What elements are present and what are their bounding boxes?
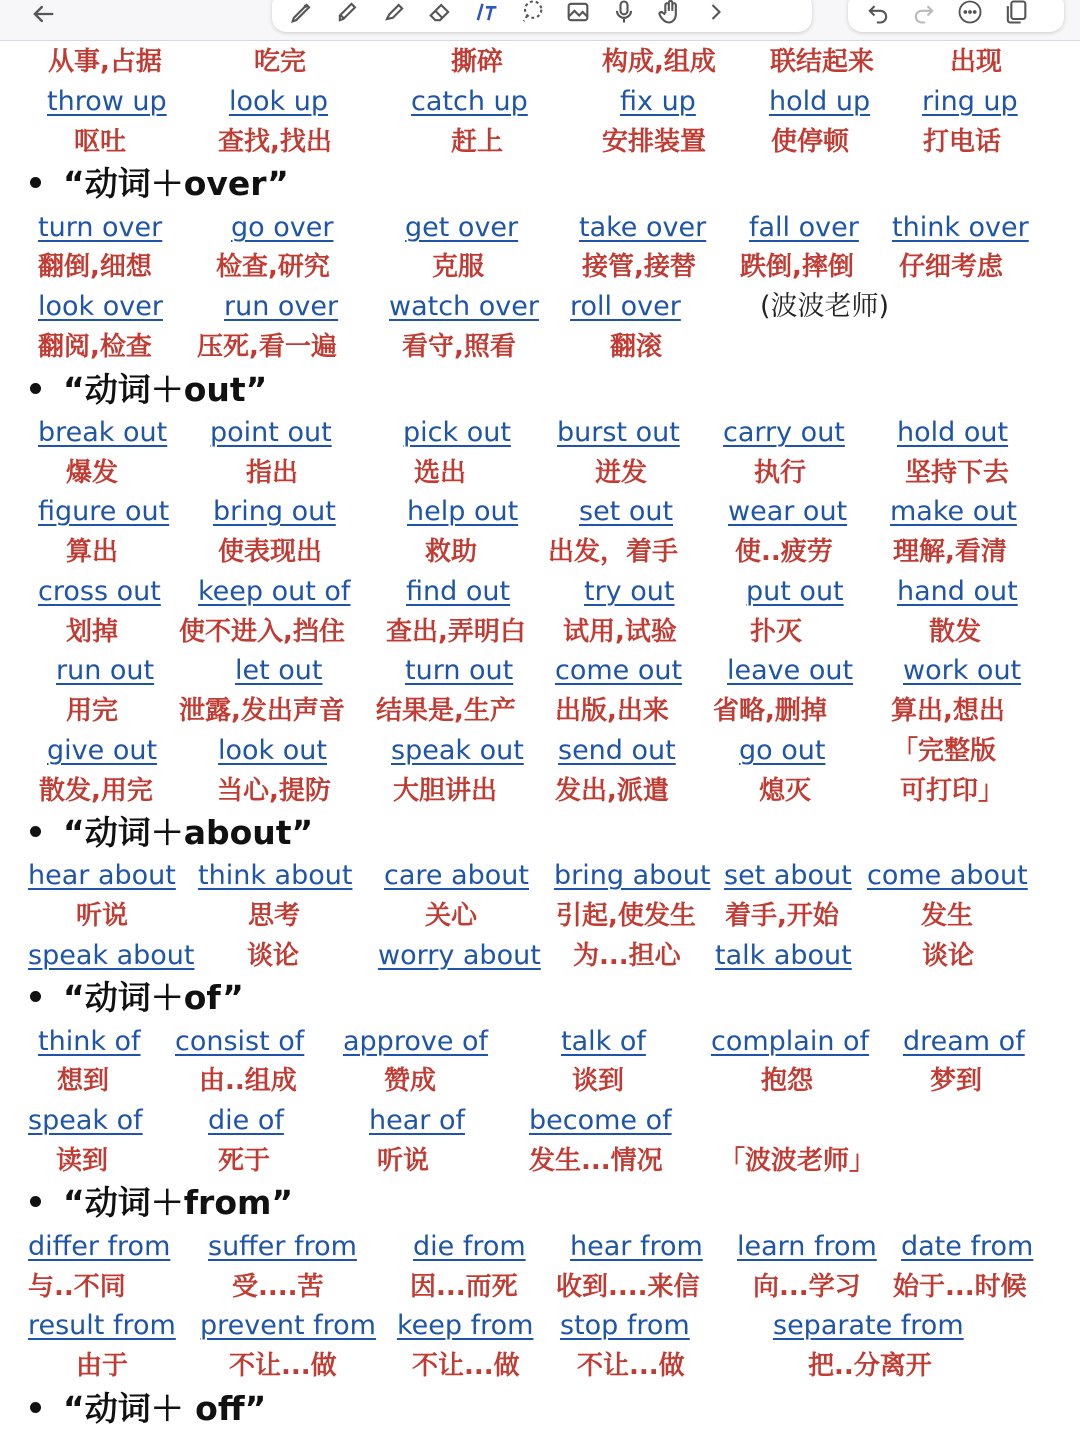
bullet-icon [30,177,41,188]
phrase-link[interactable]: hear about [28,860,176,891]
up-meaning-row [0,42,1080,82]
phrase-link[interactable]: hand out [897,576,1018,607]
section-heading-from [30,1181,293,1225]
eraser-icon [426,0,454,26]
meaning: 仔细考虑 [899,252,1004,282]
phrase-link[interactable]: look out [218,735,327,766]
meaning: 想到 [57,1066,110,1096]
from-meaning-row [0,1267,1080,1307]
phrase-link[interactable]: think about [198,860,353,891]
phrase-link[interactable]: leave out [727,655,854,686]
out-phrase-row [0,651,1080,691]
out-meaning-row [0,453,1080,493]
meaning: 用完 [66,696,119,726]
printable-note: 「完整版 [892,736,997,766]
phrase-link[interactable]: come about [867,860,1028,891]
phrase-link[interactable]: complain of [711,1026,870,1057]
redo-icon [910,0,938,26]
of-phrase-row [0,1101,1080,1141]
meaning: 不让...做 [412,1351,520,1381]
phrase-link[interactable]: learn from [737,1231,877,1262]
meaning: 出发，着手 [548,537,679,567]
out-phrase-row [0,413,1080,453]
phrase-link[interactable]: stop from [560,1310,690,1341]
phrase-link[interactable]: bring out [213,496,336,527]
drawing-tools [272,0,812,32]
over-meaning-row [0,247,1080,287]
pages-icon [1002,0,1030,26]
bullet-icon [30,991,41,1002]
meaning: 把..分离开 [808,1351,932,1381]
phrase-link[interactable]: watch over [389,291,539,322]
meaning: 出现 [950,47,1003,77]
phrase-link[interactable]: differ from [28,1231,171,1262]
phrase-link[interactable]: die of [208,1105,284,1136]
phrase-link[interactable]: look up [229,86,329,117]
redo-button[interactable] [904,0,944,28]
meaning: 抱怨 [761,1066,814,1096]
section-title: “动词＋ off” [63,1389,267,1428]
hand-tool-button[interactable] [650,0,690,28]
phrase-link[interactable]: run out [56,655,155,686]
out-meaning-row [0,532,1080,572]
meaning: 使..疲劳 [735,537,833,567]
out-phrase-row [0,572,1080,612]
phrase-link[interactable]: become of [529,1105,672,1136]
section-heading-about [30,811,313,855]
meaning: 查找,找出 [218,127,332,157]
bullet-icon [30,1196,41,1207]
section-title: “动词＋about” [63,813,314,852]
pages-button[interactable] [996,0,1036,28]
meaning: 执行 [754,458,807,488]
phrase-link[interactable]: roll over [570,291,681,322]
microphone-icon [610,0,638,26]
chevron-right-icon [702,0,730,26]
up-meaning-row [0,122,1080,162]
phrase-link[interactable]: consist of [175,1026,305,1057]
image-tool-button[interactable] [558,0,598,28]
phrase-link[interactable]: help out [407,496,519,527]
author-note: (波波老师) [760,291,890,322]
marker-tool-button[interactable] [374,0,414,28]
from-phrase-row [0,1227,1080,1267]
bullet-icon [30,826,41,837]
meaning: 发生 [921,901,974,931]
over-meaning-row [0,327,1080,367]
phrase-link[interactable]: throw up [47,86,167,117]
phrase-link[interactable]: run over [224,291,339,322]
marker-icon [380,0,408,26]
phrase-link[interactable]: speak of [28,1105,143,1136]
meaning: 死于 [218,1146,271,1176]
phrase-link[interactable]: break out [38,417,168,448]
meaning: 选出 [414,458,467,488]
phrase-link[interactable]: prevent from [200,1310,376,1341]
section-heading-of [30,976,244,1020]
meaning: 吃完 [254,47,307,77]
phrase-link[interactable]: talk of [561,1026,646,1057]
up-phrase-row [0,82,1080,122]
undo-icon [864,0,892,26]
meaning: 扑灭 [750,617,803,647]
meaning: 迸发 [595,458,648,488]
phrase-link[interactable]: turn over [38,212,163,243]
phrase-link[interactable]: point out [210,417,332,448]
section-heading-off [30,1387,266,1431]
back-button[interactable] [20,0,66,32]
text-tool-button[interactable] [466,0,506,28]
about-phrase-row [0,936,1080,976]
phrase-link[interactable]: keep out of [198,576,351,607]
phrase-link[interactable]: think of [38,1026,141,1057]
over-phrase-row [0,208,1080,248]
meaning: 梦到 [930,1066,983,1096]
highlighter-tool-button[interactable] [328,0,368,28]
meaning: 压死,看一遍 [197,332,337,362]
phrase-link[interactable]: cross out [38,576,161,607]
meaning: 从事,占据 [48,47,162,77]
document-actions [848,0,1064,32]
meaning: 散发,用完 [39,776,153,806]
image-icon [564,0,592,26]
app-toolbar [0,0,1080,41]
phrase-link[interactable]: speak out [391,735,524,766]
phrase-link[interactable]: find out [406,576,511,607]
meaning: 跌倒,摔倒 [740,252,854,282]
phrase-link[interactable]: suffer from [208,1231,357,1262]
phrase-link[interactable]: come out [555,655,683,686]
section-title: “动词＋from” [63,1183,294,1222]
meaning: 构成,组成 [602,47,716,77]
phrase-link[interactable]: keep from [397,1310,534,1341]
phrase-link[interactable]: work out [903,655,1022,686]
meaning: 看守,照看 [402,332,516,362]
phrase-link[interactable]: hold up [769,86,871,117]
meaning: 算出 [66,537,119,567]
meaning: 联结起来 [770,47,875,77]
meaning: 散发 [929,617,982,647]
meaning: 检查,研究 [216,252,330,282]
meaning: 出版,出来 [555,696,669,726]
of-phrase-row [0,1022,1080,1062]
meaning: 接管,接替 [582,252,696,282]
phrase-link[interactable]: dream of [903,1026,1025,1057]
phrase-link[interactable]: care about [384,860,529,891]
phrase-link[interactable]: speak about [28,940,195,971]
meaning: 克服 [432,252,485,282]
meaning: 读到 [56,1146,109,1176]
meaning: 试用,试验 [563,617,677,647]
bullet-icon [30,383,41,394]
section-heading-out [30,368,267,412]
meaning: 引起,使发生 [556,901,696,931]
phrase-link[interactable]: talk about [715,940,852,971]
lasso-tool-button[interactable] [512,0,552,28]
meaning: 结果是,生产 [376,696,516,726]
phrase-link[interactable]: look over [38,291,163,322]
meaning: 谈论 [922,941,975,971]
lasso-icon [518,0,546,26]
meaning: 因...而死 [410,1272,518,1302]
meaning: 发生...情况 [529,1146,663,1176]
out-meaning-row [0,691,1080,731]
meaning: 不让...做 [577,1351,685,1381]
phrase-link[interactable]: hold out [897,417,1009,448]
more-icon [956,0,984,26]
phrase-link[interactable]: carry out [723,417,845,448]
from-meaning-row [0,1346,1080,1386]
of-meaning-row [0,1061,1080,1101]
phrase-link[interactable]: set about [724,860,852,891]
meaning: 发出,派遣 [555,776,669,806]
bullet-icon [30,1402,41,1413]
meaning: 由..组成 [199,1066,297,1096]
phrase-link[interactable]: send out [558,735,676,766]
meaning: 始于...时候 [893,1272,1027,1302]
phrase-link[interactable]: date from [901,1231,1034,1262]
meaning: 为...担心 [573,941,681,971]
meaning: 算出,想出 [891,696,1005,726]
meaning: 翻倒,细想 [38,252,152,282]
meaning: 泄露,发出声音 [179,696,345,726]
about-phrase-row [0,856,1080,896]
from-phrase-row [0,1306,1080,1346]
out-phrase-row [0,731,1080,771]
about-meaning-row [0,896,1080,936]
meaning: 谈论 [247,941,300,971]
meaning: 赞成 [384,1066,437,1096]
phrase-link[interactable]: think over [892,212,1029,243]
undo-button[interactable] [858,0,898,28]
phrase-link[interactable]: worry about [378,940,541,971]
pen-tool-button[interactable] [282,0,322,28]
meaning: 听说 [76,901,129,931]
meaning: 使停顿 [771,127,850,157]
phrase-link[interactable]: fix up [620,86,696,117]
phrase-link[interactable]: get over [405,212,519,243]
phrase-link[interactable]: set out [579,496,674,527]
section-title: “动词＋of” [63,978,244,1017]
section-heading-over [30,162,289,206]
meaning: 撕碎 [451,47,504,77]
meaning: 使不进入,挡住 [179,617,345,647]
out-meaning-row [0,612,1080,652]
meaning: 指出 [246,458,299,488]
meaning: 听说 [377,1146,430,1176]
meaning: 向...学习 [753,1272,861,1302]
phrase-link[interactable]: let out [235,655,323,686]
meaning: 受....苦 [232,1272,324,1302]
phrase-link[interactable]: separate from [773,1310,964,1341]
of-meaning-row [0,1141,1080,1181]
over-phrase-row [0,287,1080,327]
meaning: 赶上 [451,127,504,157]
out-meaning-row [0,771,1080,811]
phrase-link[interactable]: pick out [403,417,511,448]
section-title: “动词＋over” [63,164,289,203]
more-tools-button[interactable] [696,0,736,28]
meaning: 谈到 [572,1066,625,1096]
phrase-link[interactable]: figure out [38,496,170,527]
meaning: 理解,看清 [893,537,1007,567]
meaning: 关心 [425,901,478,931]
meaning: 翻滚 [610,332,663,362]
note-page [0,40,1080,1440]
phrase-link[interactable]: hear of [369,1105,465,1136]
meaning: 使表现出 [218,537,323,567]
meaning: 呕吐 [74,127,127,157]
phrase-link[interactable]: ring up [922,86,1018,117]
meaning: 着手,开始 [725,901,839,931]
meaning: 救助 [425,537,478,567]
hand-icon [656,0,684,26]
phrase-link[interactable]: go out [739,735,826,766]
phrase-link[interactable]: turn out [405,655,514,686]
meaning: 坚持下去 [905,458,1010,488]
phrase-link[interactable]: give out [47,735,158,766]
phrase-link[interactable]: make out [890,496,1017,527]
meaning: 熄灭 [759,776,812,806]
meaning: 与..不同 [28,1272,126,1302]
meaning: 收到....来信 [556,1272,700,1302]
phrase-link[interactable]: try out [584,576,675,607]
meaning: 划掉 [66,617,119,647]
meaning: 打电话 [923,127,1002,157]
phrase-link[interactable]: put out [746,576,844,607]
meaning: 安排装置 [602,127,707,157]
phrase-link[interactable]: fall over [749,212,859,243]
phrase-link[interactable]: take over [579,212,707,243]
more-options-button[interactable] [950,0,990,28]
phrase-link[interactable]: die from [413,1231,526,1262]
meaning: 爆发 [66,458,119,488]
author-note: 「波波老师」 [719,1146,876,1176]
record-audio-button[interactable] [604,0,644,28]
phrase-link[interactable]: hear from [570,1231,703,1262]
eraser-tool-button[interactable] [420,0,460,28]
phrase-link[interactable]: approve of [343,1026,489,1057]
phrase-link[interactable]: wear out [728,496,848,527]
printable-note: 可打印」 [900,776,1005,806]
meaning: 查出,弄明白 [386,617,526,647]
meaning: 大胆讲出 [393,776,498,806]
back-arrow-icon [29,0,57,28]
section-title: “动词＋out” [63,370,268,409]
highlighter-icon [334,0,362,26]
meaning: 思考 [248,901,301,931]
meaning: 由于 [76,1351,129,1381]
meaning: 省略,删掉 [713,696,827,726]
pen-icon [288,0,316,26]
meaning: 翻阅,检查 [38,332,152,362]
phrase-link[interactable]: bring about [554,860,711,891]
text-tool-icon [472,0,500,26]
phrase-link[interactable]: go over [231,212,334,243]
phrase-link[interactable]: catch up [411,86,528,117]
phrase-link[interactable]: result from [28,1310,176,1341]
meaning: 不让...做 [229,1351,337,1381]
out-phrase-row [0,492,1080,532]
phrase-link[interactable]: burst out [557,417,680,448]
meaning: 当心,提防 [217,776,331,806]
